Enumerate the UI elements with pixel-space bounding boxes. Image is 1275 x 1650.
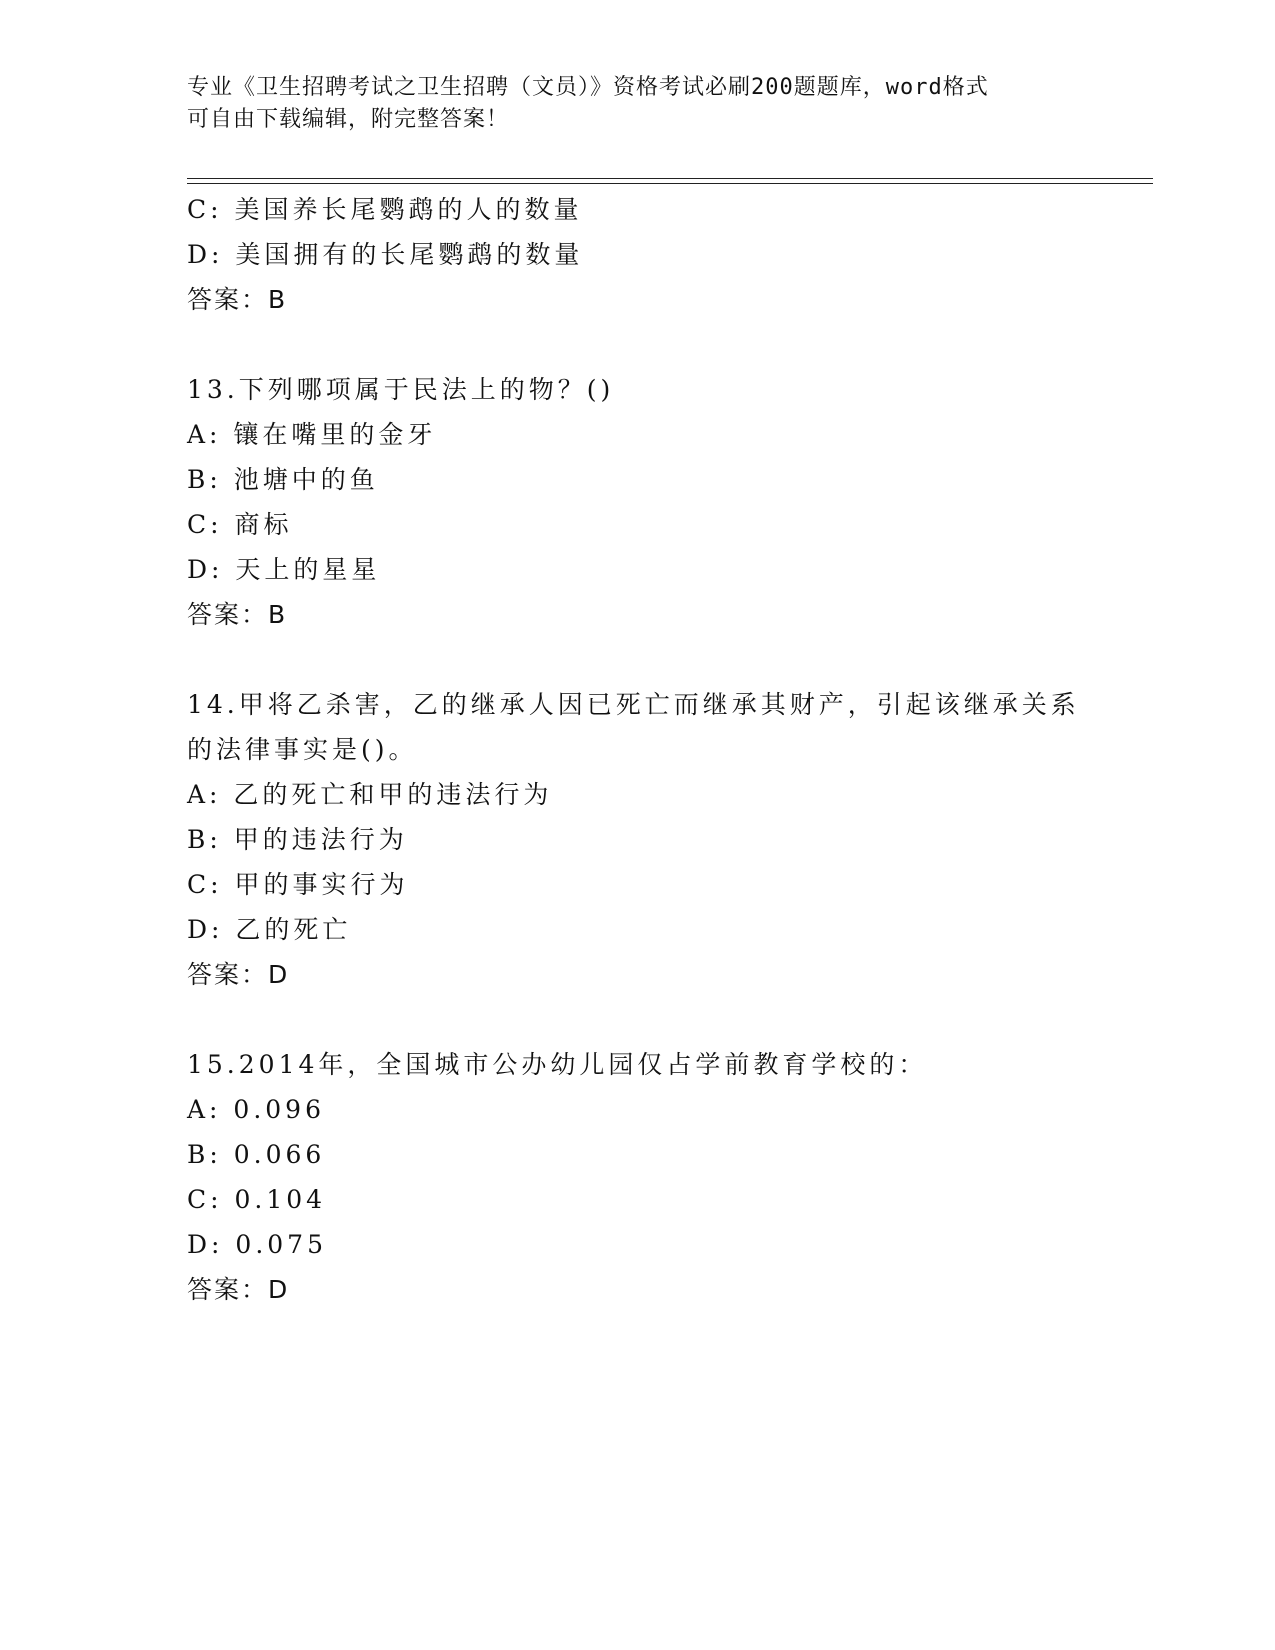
q13-option-d: D: 天上的星星 xyxy=(187,555,381,584)
q14-answer: 答案：D xyxy=(187,960,290,989)
q15-stem: 15.2014年，全国城市公办幼儿园仅占学前教育学校的： xyxy=(187,1050,928,1079)
header-title-line-2: 可自由下载编辑，附完整答案！ xyxy=(187,107,510,132)
header-title-line-1: 专业《卫生招聘考试之卫生招聘（文员）》资格考试必刷200题题库，word格式 xyxy=(187,75,989,100)
q13-stem: 13.下列哪项属于民法上的物？() xyxy=(187,375,615,404)
q15-option-c: C: 0.104 xyxy=(187,1185,327,1214)
header-divider-bottom xyxy=(187,183,1153,184)
q12-option-d: D: 美国拥有的长尾鹦鹉的数量 xyxy=(187,240,584,269)
q13-answer: 答案：B xyxy=(187,600,288,629)
q14-option-b: B: 甲的违法行为 xyxy=(187,825,408,854)
q12-answer: 答案：B xyxy=(187,285,288,314)
q14-option-a: A: 乙的死亡和甲的违法行为 xyxy=(187,780,553,809)
q15-option-a: A: 0.096 xyxy=(187,1095,325,1124)
q13-option-c: C: 商标 xyxy=(187,510,293,539)
q14-option-c: C: 甲的事实行为 xyxy=(187,870,409,899)
q14-option-d: D: 乙的死亡 xyxy=(187,915,352,944)
q15-answer: 答案：D xyxy=(187,1275,290,1304)
q12-option-c: C: 美国养长尾鹦鹉的人的数量 xyxy=(187,195,583,224)
q13-option-b: B: 池塘中的鱼 xyxy=(187,465,379,494)
q14-stem-line-1: 14.甲将乙杀害，乙的继承人因已死亡而继承其财产，引起该继承关系 xyxy=(187,690,1080,719)
q14-stem-line-2: 的法律事实是()。 xyxy=(187,735,418,764)
document-header xyxy=(187,72,1067,136)
q15-option-b: B: 0.066 xyxy=(187,1140,326,1169)
header-divider-top xyxy=(187,178,1153,179)
q15-option-d: D: 0.075 xyxy=(187,1230,327,1259)
q13-option-a: A: 镶在嘴里的金牙 xyxy=(187,420,437,449)
